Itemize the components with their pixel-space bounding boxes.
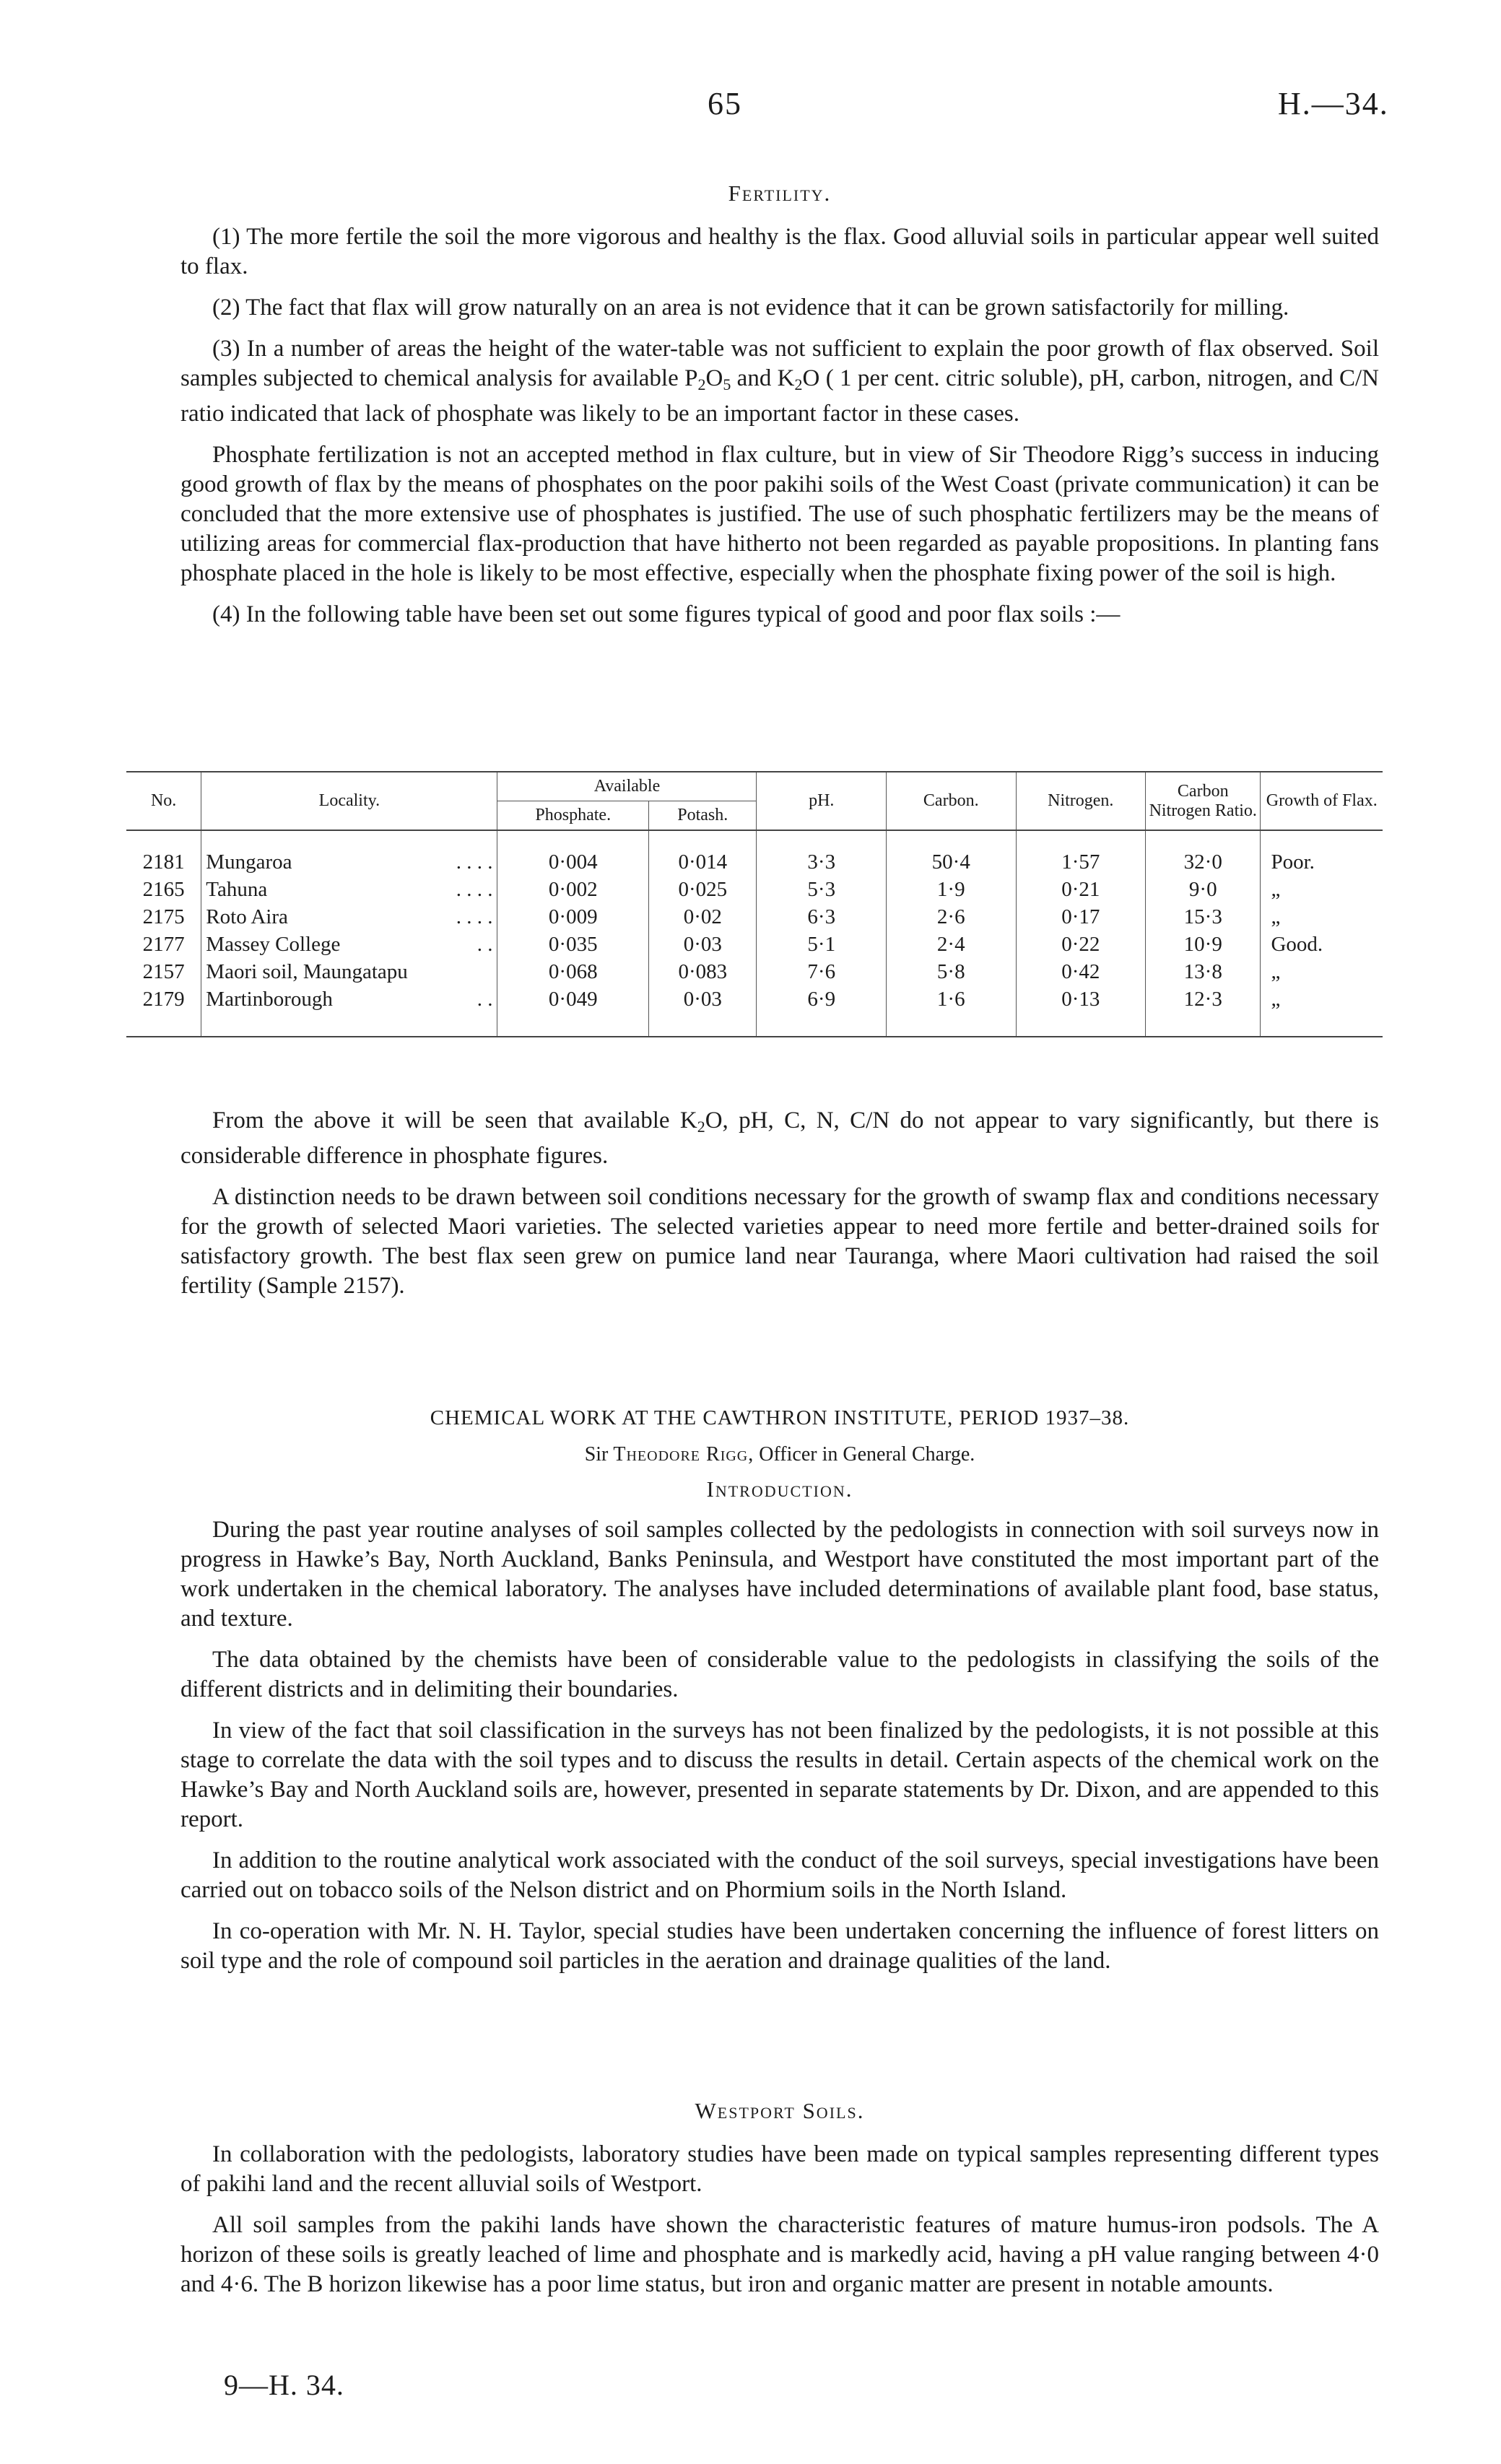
table-row: 2179 Martinborough . . 0·049 0·03 6·9 1·6 0·13 12·3 „	[126, 985, 1383, 1013]
table-discussion	[180, 1106, 1379, 1312]
col-header-nitrogen: Nitrogen.	[1016, 772, 1146, 830]
page-number: 65	[708, 86, 742, 121]
intro-paragraph-5: In co-operation with Mr. N. H. Taylor, special studies have been undertaken concerning the influence of forest litters on soil type and the role of compound soil particles in the aeration and drainage qualities of the land.	[180, 1918, 1379, 1974]
westport-paragraph-2: All soil samples from the pakihi lands have shown the characteristic features of mature humus-iron podsols. The A horizon of these soils is greatly leached of lime and phosphate and is markedly acid, having a pH value ranging between 4·0 and 4·6. The B horizon likewise has a poor lime status, but iron and organic matter are present in notable amounts.	[180, 2212, 1379, 2297]
intro-paragraph-2: The data obtained by the chemists have been of considerable value to the pedologists in classifying the soils of the different districts and in delimiting their boundaries.	[180, 1647, 1379, 1702]
col-header-no: No.	[150, 791, 177, 810]
cawthron-section	[180, 1406, 1379, 1988]
fertility-paragraph-1: (1) The more fertile the soil the more vigorous and healthy is the flax. Good alluvial soils in particular appear well suited to flax.	[180, 224, 1379, 279]
fertility-paragraph-2: (2) The fact that flax will grow naturally on an area is not evidence that it can be grown satisfactorily for milling.	[212, 295, 1289, 321]
westport-paragraph-1: In collaboration with the pedologists, laboratory studies have been made on typical samples representing different types of pakihi land and the recent alluvial soils of Westport.	[180, 2141, 1379, 2197]
intro-paragraph-1: During the past year routine analyses of soil samples collected by the pedologists in connection with soil surveys now in progress in Hawke’s Bay, North Auckland, Banks Peninsula, and Westport have constituted the most important part of the work undertaken in the chemical laboratory. The analyses have included determinations of available plant food, base status, and texture.	[180, 1517, 1379, 1632]
flax-soil-table	[126, 771, 1383, 1037]
col-header-carbon: Carbon.	[887, 772, 1017, 830]
col-header-phosphate: Phosphate.	[497, 801, 649, 831]
table-row: 2165 Tahuna . . . . 0·002 0·025 5·3 1·9 0·21 9·0 „	[126, 876, 1383, 903]
col-header-potash: Potash.	[649, 801, 757, 831]
fertility-paragraph-5: (4) In the following table have been set out some figures typical of good and poor flax soils :—	[212, 601, 1121, 627]
cawthron-title: CHEMICAL WORK AT THE CAWTHRON INSTITUTE, PERIOD 1937–38.	[430, 1406, 1130, 1429]
fertility-paragraph-4: Phosphate fertilization is not an accepted method in flax culture, but in view of Sir Theodore Rigg’s success in inducing good growth of flax by the means of phosphates on the poor pakihi soils of the West Coast (private communication) it can be concluded that the more extensive use of phosphates is justified. The use of such phosphatic fertilizers may be the means of utilizing areas for commercial flax-production that have hitherto not been regarded as payable propositions. In planting fans phosphate placed in the hole is likely to be most effective, especially when the phosphate fixing power of the soil is high.	[180, 442, 1379, 586]
report-reference: H.—34.	[1278, 86, 1389, 121]
introduction-heading: Introduction.	[706, 1476, 853, 1502]
fertility-section	[180, 180, 1379, 641]
westport-section	[180, 2098, 1379, 2311]
col-header-locality: Locality.	[201, 772, 497, 830]
page-signature: 9—H. 34.	[224, 2369, 344, 2401]
table-row: 2181 Mungaroa . . . . 0·004 0·014 3·3 50·4 1·57 32·0 Poor.	[126, 848, 1383, 876]
intro-paragraph-3: In view of the fact that soil classification in the surveys has not been finalized by the pedologists, it is not possible at this stage to correlate the data with the soil types and to discuss the results in detail. Certain aspects of the chemical work on the Hawke’s Bay and North Auckland soils are, however, presented in separate statements by Dr. Dixon, and are appended to this report.	[180, 1718, 1379, 1832]
table-row: 2175 Roto Aira . . . . 0·009 0·02 6·3 2·6 0·17 15·3 „	[126, 903, 1383, 931]
fertility-heading: Fertility.	[728, 180, 832, 206]
discussion-paragraph-1: From the above it will be seen that available $K_2O$, pH, C, N, C/N do not appear to vary significantly, but there is considerable difference in phosphate figures.	[180, 1107, 1379, 1169]
discussion-paragraph-2: A distinction needs to be drawn between soil conditions necessary for the growth of swamp flax and conditions necessary for the growth of selected Maori varieties. The selected varieties appear to need more fertile and better-drained soils for satisfactory growth. The best flax seen grew on pumice land near Tauranga, where Maori cultivation had raised the soil fertility (Sample 2157).	[180, 1184, 1379, 1299]
table-row: 2177 Massey College . . 0·035 0·03 5·1 2·4 0·22 10·9 Good.	[126, 931, 1383, 958]
westport-heading: Westport Soils.	[695, 2098, 865, 2123]
col-header-growth: Growth of Flax.	[1261, 772, 1383, 830]
intro-paragraph-4: In addition to the routine analytical work associated with the conduct of the soil surveys, special investigations have been carried out on tobacco soils of the Nelson district and on Phormium soils in the North Island.	[180, 1847, 1379, 1903]
cawthron-officer: Sir Theodore Rigg, Officer in General Charge.	[584, 1443, 975, 1466]
fertility-paragraph-3: (3) In a number of areas the height of the water-table was not sufficient to explain the poor growth of flax observed. Soil samples subjected to chemical analysis for available $P_2O_5$ and $K_2O$ ( 1 per cent. citric soluble), pH, carbon, nitrogen, and C/N ratio indicated that lack of phosphate was likely to be an important factor in these cases.	[180, 336, 1379, 427]
table-row: 2157 Maori soil, Maungatapu 0·068 0·083 7·6 5·8 0·42 13·8 „	[126, 958, 1383, 985]
col-header-cn-ratio: Carbon Nitrogen Ratio.	[1146, 772, 1261, 830]
col-header-available: Available	[497, 772, 757, 801]
col-header-ph: pH.	[757, 772, 887, 830]
